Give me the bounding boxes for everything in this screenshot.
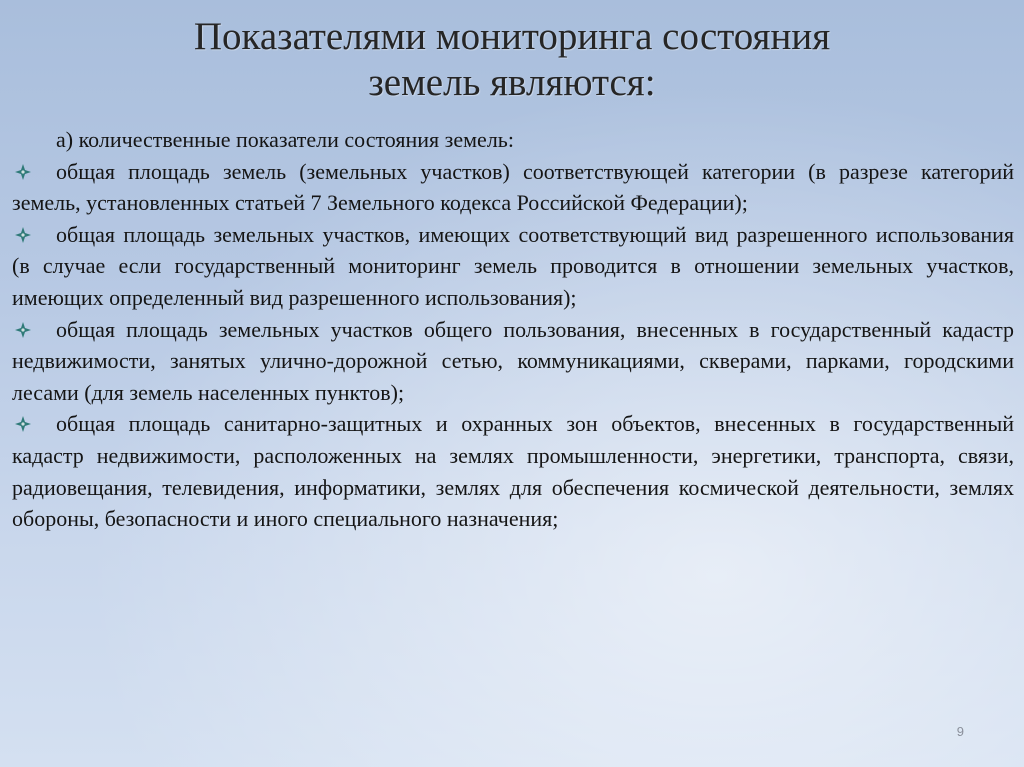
list-item: [12, 314, 1014, 409]
slide-title-line-1: Показателями мониторинга состояния: [193, 15, 831, 58]
page-number: 9: [956, 724, 964, 739]
list-item: [12, 408, 1014, 534]
diamond-bullet-icon: [12, 156, 56, 181]
slide-title-line-2: земель являются:: [368, 61, 656, 104]
list-item-text: общая площадь земельных участков, имеющих соответствующий вид разрешенного использования (в случае если государственный мониторинг земель проводится в отношении земельных участков, имеющих определенный вид разрешенного использования);: [12, 221, 1014, 310]
slide-content: [12, 124, 1014, 535]
diamond-bullet-icon: [12, 314, 56, 339]
list-item-text: общая площадь санитарно-защитных и охранных зон объектов, внесенных в государственный кадастр недвижимости, расположенных на землях промышленности, энергетики, транспорта, связи, радиовещания, телевидения, информатики, землях для обеспечения космической деятельности, землях обороны, безопасности и иного специального назначения;: [12, 411, 1014, 532]
list-item: [12, 219, 1014, 314]
list-item: [12, 156, 1014, 219]
intro-text: а) количественные показатели состояния земель:: [56, 127, 514, 152]
diamond-bullet-icon: [12, 408, 56, 433]
list-item-text: общая площадь земельных участков общего пользования, внесенных в государственный кадастр недвижимости, занятых улично-дорожной сетью, коммуникациями, скверами, парками, городскими лесами (для земель населенных пунктов);: [12, 316, 1014, 405]
diamond-bullet-icon: [12, 219, 56, 244]
list-item-text: общая площадь земель (земельных участков) соответствующей категории (в разрезе категорий земель, установленных статьей 7 Земельного кодекса Российской Федерации);: [12, 158, 1014, 216]
slide-title: [0, 14, 1024, 106]
